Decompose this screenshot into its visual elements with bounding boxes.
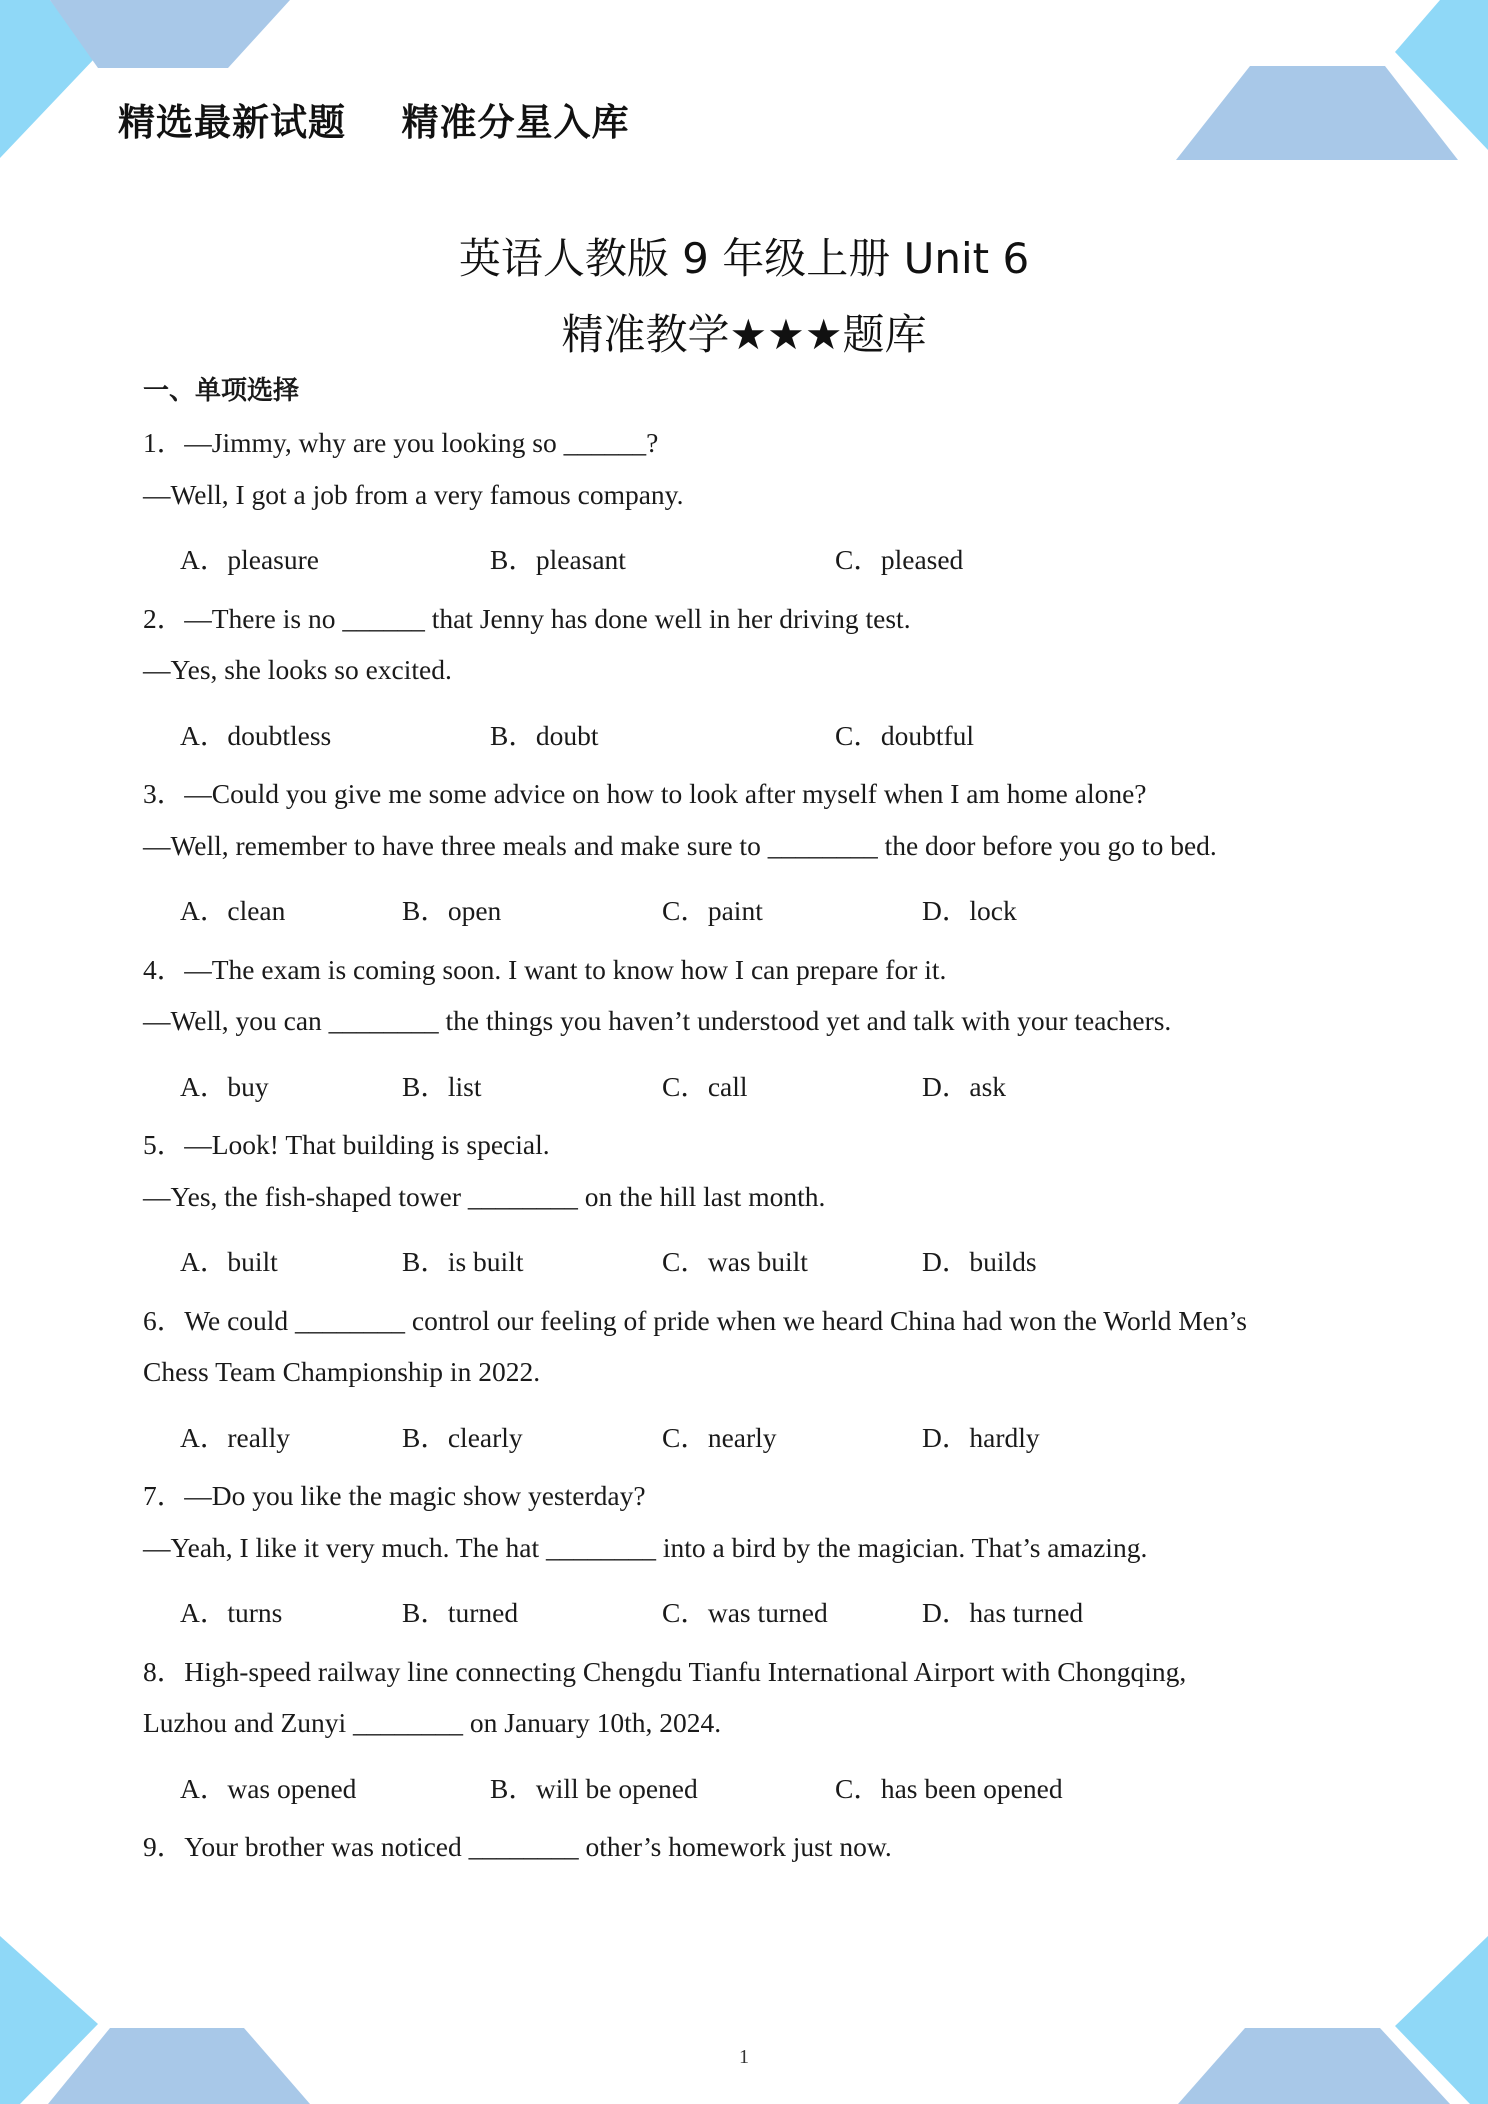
question-line: 3．—Could you give me some advice on how to look after myself when I am home alone? <box>143 778 1147 809</box>
question-line: 1．—Jimmy, why are you looking so ______? <box>143 427 659 458</box>
answer-option[interactable]: A．doubtless <box>180 719 332 751</box>
answer-option[interactable]: B．will be opened <box>490 1772 698 1804</box>
question-line: 6．We could ________ control our feeling of pride when we heard China had won the World Men’s <box>143 1304 1247 1336</box>
question-line: Luzhou and Zunyi ________ on January 10th, 2024. <box>143 1707 722 1738</box>
answer-option[interactable]: A．built <box>180 1246 278 1277</box>
question-line: 2．—There is no ______ that Jenny has done well in her driving test. <box>143 602 911 634</box>
question-line: —Well, I got a job from a very famous company. <box>143 478 684 510</box>
answer-option[interactable]: C．was built <box>662 1246 808 1277</box>
question-line: —Yes, she looks so excited. <box>143 654 452 685</box>
answer-option[interactable]: D．lock <box>922 895 1017 926</box>
answer-option[interactable]: C．call <box>662 1070 748 1102</box>
answer-option[interactable]: B．is built <box>402 1246 524 1277</box>
answer-option[interactable]: D．ask <box>922 1070 1007 1102</box>
question-line: —Well, you can ________ the things you haven’t understood yet and talk with your teachers. <box>143 1005 1172 1036</box>
answer-option[interactable]: A．really <box>180 1421 290 1453</box>
answer-option[interactable]: B．list <box>402 1070 482 1102</box>
question-line: 8．High-speed railway line connecting Chengdu Tianfu International Airport with Chongqing, <box>143 1655 1187 1687</box>
answer-option[interactable]: C．nearly <box>662 1421 777 1453</box>
answer-option[interactable]: B．doubt <box>490 719 599 751</box>
answer-option[interactable]: C．pleased <box>835 544 964 575</box>
answer-option[interactable]: C．doubtful <box>835 719 975 751</box>
answer-option[interactable]: D．has turned <box>922 1597 1084 1628</box>
answer-option[interactable]: A．was opened <box>180 1772 357 1804</box>
answer-option[interactable]: C．has been opened <box>835 1772 1063 1804</box>
document-title: 英语人教版 9 年级上册 Unit 6 <box>458 234 1030 283</box>
question-line: 5．—Look! That building is special. <box>143 1129 550 1160</box>
question-line: —Yeah, I like it very much. The hat ________ into a bird by the magician. That’s amazing. <box>143 1531 1148 1563</box>
answer-option[interactable]: A．pleasure <box>180 544 319 575</box>
answer-option[interactable]: A．clean <box>180 895 286 926</box>
section-heading: 一、单项选择 <box>143 376 300 406</box>
question-line: Chess Team Championship in 2022. <box>143 1356 541 1387</box>
header-slogan: 精选最新试题 精准分星入库 <box>118 101 630 144</box>
answer-option[interactable]: A．turns <box>180 1597 283 1628</box>
answer-option[interactable]: B．pleasant <box>490 544 626 575</box>
question-line: 7．—Do you like the magic show yesterday? <box>143 1480 646 1511</box>
question-line: —Yes, the fish-shaped tower ________ on the hill last month. <box>143 1180 826 1212</box>
answer-option[interactable]: B．turned <box>402 1597 519 1628</box>
answer-option[interactable]: B．open <box>402 895 502 926</box>
answer-option[interactable]: D．builds <box>922 1246 1037 1277</box>
answer-option[interactable]: D．hardly <box>922 1421 1040 1453</box>
question-line: 4．—The exam is coming soon. I want to know how I can prepare for it. <box>143 953 947 985</box>
answer-option[interactable]: C．paint <box>662 895 763 926</box>
document-subtitle: 精准教学★★★题库 <box>561 310 927 359</box>
answer-option[interactable]: C．was turned <box>662 1597 828 1628</box>
question-line: —Well, remember to have three meals and make sure to ________ the door before you go to bed. <box>143 829 1217 861</box>
page-number: 1 <box>739 2046 749 2068</box>
corner-shape-top-right-mid <box>1176 66 1458 160</box>
question-line: 9．Your brother was noticed ________ other’s homework just now. <box>143 1831 892 1862</box>
answer-option[interactable]: A．buy <box>180 1070 269 1102</box>
answer-option[interactable]: B．clearly <box>402 1421 523 1453</box>
